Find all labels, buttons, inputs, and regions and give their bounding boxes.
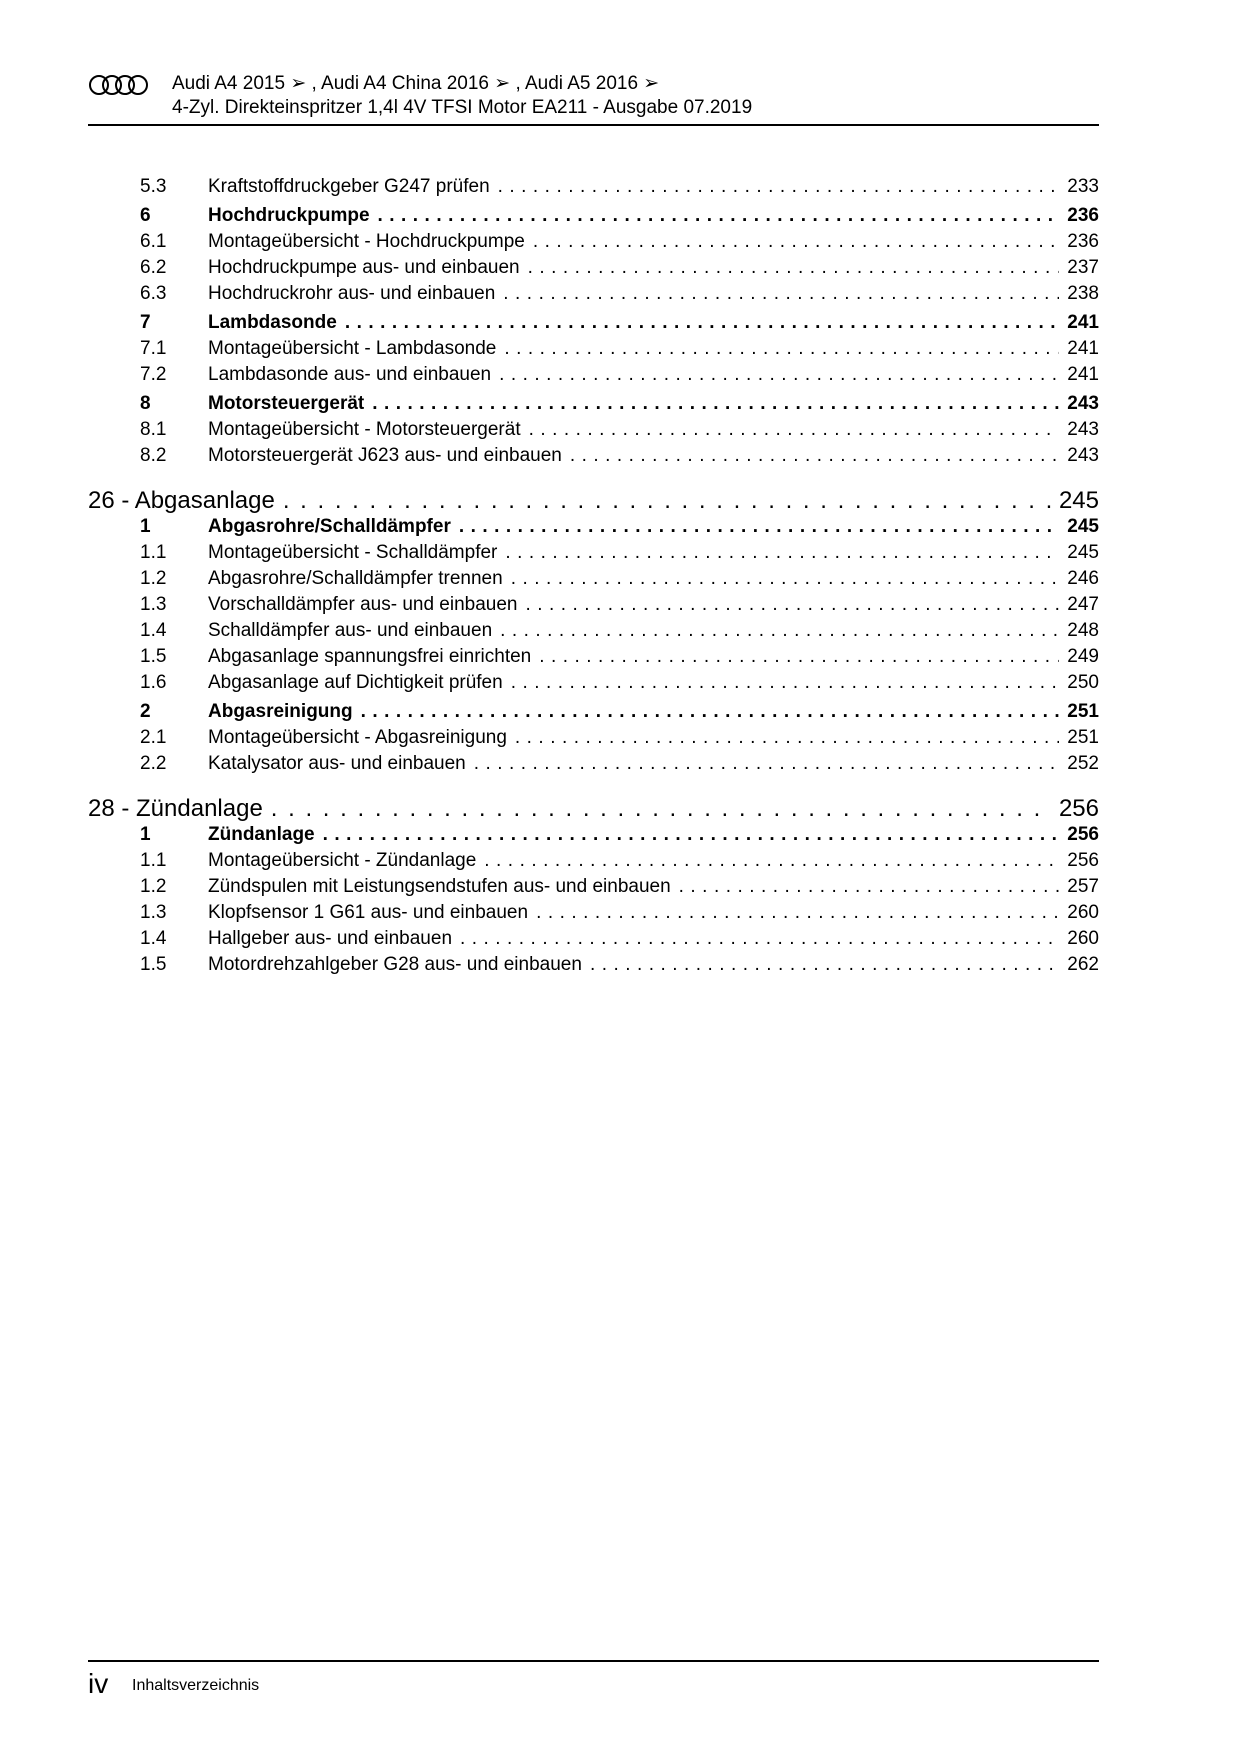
- toc-entry-page: 237: [1067, 257, 1099, 278]
- toc-entry-title: Lambdasonde aus- und einbauen: [208, 364, 492, 385]
- toc-entry-number: 8.2: [140, 445, 167, 466]
- toc-dot-leader: [539, 646, 1059, 668]
- toc-entry[interactable]: [88, 727, 1099, 753]
- toc-chapter[interactable]: [88, 795, 1099, 827]
- toc-entry-number: 6.2: [140, 257, 167, 278]
- toc-entry-page: 238: [1067, 283, 1099, 304]
- toc-entry[interactable]: [88, 231, 1099, 257]
- toc-entry-page: 247: [1067, 594, 1099, 615]
- toc-dot-leader: [525, 594, 1059, 616]
- toc-entry-title: Vorschalldämpfer aus- und einbauen: [208, 594, 518, 615]
- toc-entry-number: 5.3: [140, 176, 167, 197]
- toc-entry[interactable]: [88, 445, 1099, 471]
- toc-entry-number: 1.2: [140, 568, 167, 589]
- toc-entry[interactable]: [88, 419, 1099, 445]
- toc-dot-leader: [590, 954, 1059, 976]
- footer-rule: [88, 1660, 1099, 1662]
- toc-dot-leader: [500, 620, 1059, 642]
- toc-entry-title: Kraftstoffdruckgeber G247 prüfen: [208, 176, 490, 197]
- toc-entry-page: 252: [1067, 753, 1099, 774]
- toc-entry-page: 241: [1067, 338, 1099, 359]
- toc-entry-number: 1.3: [140, 902, 167, 923]
- toc-entry-title: Motordrehzahlgeber G28 aus- und einbauen: [208, 954, 582, 975]
- toc-dot-leader: [503, 283, 1059, 305]
- footer-page-number: iv: [88, 1668, 109, 1699]
- toc-dot-leader: [505, 542, 1059, 564]
- toc-entry-page: 246: [1067, 568, 1099, 589]
- toc-entry-page: 245: [1067, 542, 1099, 563]
- toc-entry-title: Hochdruckpumpe aus- und einbauen: [208, 257, 520, 278]
- toc-entry-title: Abgasrohre/Schalldämpfer: [208, 516, 451, 537]
- toc-entry-page: 260: [1067, 902, 1099, 923]
- toc-entry-title: Katalysator aus- und einbauen: [208, 753, 466, 774]
- toc-dot-leader: [271, 795, 1051, 823]
- toc-entry-title: Abgasrohre/Schalldämpfer trennen: [208, 568, 503, 589]
- toc-entry-title: Klopfsensor 1 G61 aus- und einbauen: [208, 902, 529, 923]
- toc-entry-page: 256: [1067, 824, 1099, 845]
- toc-entry[interactable]: [88, 542, 1099, 568]
- toc-entry-page: 236: [1067, 231, 1099, 252]
- toc-entry-number: 1.4: [140, 620, 167, 641]
- toc-entry[interactable]: [88, 176, 1099, 202]
- toc-dot-leader: [499, 364, 1059, 386]
- toc-entry[interactable]: [88, 312, 1099, 338]
- toc-entry-number: 6.1: [140, 231, 167, 252]
- toc-entry-title: Montageübersicht - Zündanlage: [208, 850, 477, 871]
- toc-entry-title: Motorsteuergerät J623 aus- und einbauen: [208, 445, 562, 466]
- toc-dot-leader: [323, 824, 1060, 846]
- toc-dot-leader: [528, 257, 1060, 279]
- toc-entry[interactable]: [88, 701, 1099, 727]
- toc-entry-page: 236: [1067, 205, 1099, 226]
- toc-dot-leader: [459, 516, 1059, 538]
- toc-entry-number: 8: [140, 393, 151, 414]
- toc-entry[interactable]: [88, 516, 1099, 542]
- toc-dot-leader: [484, 850, 1059, 872]
- toc-entry-number: 1.3: [140, 594, 167, 615]
- toc-entry-page: 233: [1067, 176, 1099, 197]
- toc-dot-leader: [498, 176, 1060, 198]
- toc-entry-page: 256: [1067, 850, 1099, 871]
- toc-entry-number: 2: [140, 701, 151, 722]
- toc-entry-title: Abgasanlage spannungsfrei einrichten: [208, 646, 532, 667]
- footer-label: Inhaltsverzeichnis: [132, 1677, 260, 1694]
- toc-entry-number: 1.5: [140, 646, 167, 667]
- toc-entry[interactable]: [88, 205, 1099, 231]
- toc-entry-title: Montageübersicht - Schalldämpfer: [208, 542, 498, 563]
- toc-dot-leader: [378, 205, 1060, 227]
- toc-entry-number: 6.3: [140, 283, 167, 304]
- toc-entry-page: 241: [1067, 312, 1099, 333]
- toc-entry-number: 7.1: [140, 338, 167, 359]
- toc-dot-leader: [533, 231, 1059, 253]
- toc-entry-title: Zündanlage: [208, 824, 315, 845]
- header-engine: 4-Zyl. Direkteinspritzer 1,4l 4V TFSI Motor EA211 - Ausgabe 07.2019: [172, 97, 753, 118]
- toc-entry-title: Schalldämpfer aus- und einbauen: [208, 620, 493, 641]
- toc-entry-number: 1.6: [140, 672, 167, 693]
- toc-entry-page: 243: [1067, 445, 1099, 466]
- toc-entry[interactable]: [88, 928, 1099, 954]
- toc-entry-number: 1.1: [140, 850, 167, 871]
- toc-dot-leader: [679, 876, 1060, 898]
- toc-entry[interactable]: [88, 594, 1099, 620]
- toc-entry-title: Abgasanlage auf Dichtigkeit prüfen: [208, 672, 503, 693]
- toc-entry-number: 2.2: [140, 753, 167, 774]
- toc-dot-leader: [474, 753, 1060, 775]
- toc-entry-page: 243: [1067, 419, 1099, 440]
- toc-entry-title: 28 - Zündanlage: [88, 795, 263, 822]
- toc-entry-title: Montageübersicht - Abgasreinigung: [208, 727, 507, 748]
- toc-entry-page: 243: [1067, 393, 1099, 414]
- toc-entry-title: Montageübersicht - Hochdruckpumpe: [208, 231, 525, 252]
- toc-dot-leader: [361, 701, 1060, 723]
- toc-entry[interactable]: [88, 753, 1099, 779]
- toc-entry[interactable]: [88, 954, 1099, 980]
- toc-entry[interactable]: [88, 824, 1099, 850]
- toc-dot-leader: [515, 727, 1059, 749]
- toc-entry-page: 245: [1067, 516, 1099, 537]
- toc-entry[interactable]: [88, 364, 1099, 390]
- toc-dot-leader: [460, 928, 1059, 950]
- toc-entry[interactable]: [88, 257, 1099, 283]
- toc-entry-page: 257: [1067, 876, 1099, 897]
- toc-entry[interactable]: [88, 338, 1099, 364]
- header-models: Audi A4 2015 ➢ , Audi A4 China 2016 ➢ , Audi A5 2016 ➢: [172, 73, 660, 94]
- toc-entry[interactable]: [88, 850, 1099, 876]
- toc-entry-page: 256: [1058, 795, 1099, 822]
- toc-entry-number: 2.1: [140, 727, 167, 748]
- toc-entry-title: Motorsteuergerät: [208, 393, 365, 414]
- toc-entry-title: Abgasreinigung: [208, 701, 353, 722]
- toc-dot-leader: [345, 312, 1059, 334]
- toc-entry-number: 1: [140, 824, 151, 845]
- toc-entry-title: Lambdasonde: [208, 312, 337, 333]
- toc-entry-number: 7: [140, 312, 151, 333]
- toc-chapter[interactable]: [88, 487, 1099, 519]
- toc-entry-page: 260: [1067, 928, 1099, 949]
- toc-entry-number: 6: [140, 205, 151, 226]
- toc-entry-page: 248: [1067, 620, 1099, 641]
- toc-entry-number: 1: [140, 516, 151, 537]
- toc-entry-page: 241: [1067, 364, 1099, 385]
- toc-entry-page: 249: [1067, 646, 1099, 667]
- toc-entry-title: Hallgeber aus- und einbauen: [208, 928, 453, 949]
- toc-dot-leader: [529, 419, 1060, 441]
- toc-entry-number: 8.1: [140, 419, 167, 440]
- toc-entry-title: Montageübersicht - Lambdasonde: [208, 338, 497, 359]
- toc-dot-leader: [511, 568, 1060, 590]
- toc-entry-page: 251: [1067, 701, 1099, 722]
- toc-entry[interactable]: [88, 568, 1099, 594]
- toc-dot-leader: [511, 672, 1060, 694]
- toc-entry-number: 7.2: [140, 364, 167, 385]
- toc-entry[interactable]: [88, 620, 1099, 646]
- toc-entry-title: 26 - Abgasanlage: [88, 487, 275, 514]
- toc-dot-leader: [283, 487, 1051, 515]
- toc-entry-page: 251: [1067, 727, 1099, 748]
- toc-dot-leader: [504, 338, 1059, 360]
- toc-entry-title: Hochdruckpumpe: [208, 205, 370, 226]
- toc-dot-leader: [570, 445, 1059, 467]
- toc-entry-title: Zündspulen mit Leistungsendstufen aus- und einbauen: [208, 876, 671, 897]
- toc-entry-title: Hochdruckrohr aus- und einbauen: [208, 283, 496, 304]
- toc-entry-page: 250: [1067, 672, 1099, 693]
- toc-entry[interactable]: [88, 646, 1099, 672]
- toc-entry[interactable]: [88, 902, 1099, 928]
- toc-entry-number: 1.5: [140, 954, 167, 975]
- toc-entry[interactable]: [88, 876, 1099, 902]
- toc-entry-title: Montageübersicht - Motorsteuergerät: [208, 419, 521, 440]
- toc-entry-page: 262: [1067, 954, 1099, 975]
- toc-dot-leader: [372, 393, 1059, 415]
- toc-entry[interactable]: [88, 393, 1099, 419]
- toc-entry[interactable]: [88, 283, 1099, 309]
- toc-entry-number: 1.1: [140, 542, 167, 563]
- toc-entry-page: 245: [1058, 487, 1099, 514]
- table-of-contents: [88, 0, 1099, 1754]
- toc-dot-leader: [536, 902, 1059, 924]
- toc-entry-number: 1.4: [140, 928, 167, 949]
- toc-entry[interactable]: [88, 672, 1099, 698]
- toc-entry-number: 1.2: [140, 876, 167, 897]
